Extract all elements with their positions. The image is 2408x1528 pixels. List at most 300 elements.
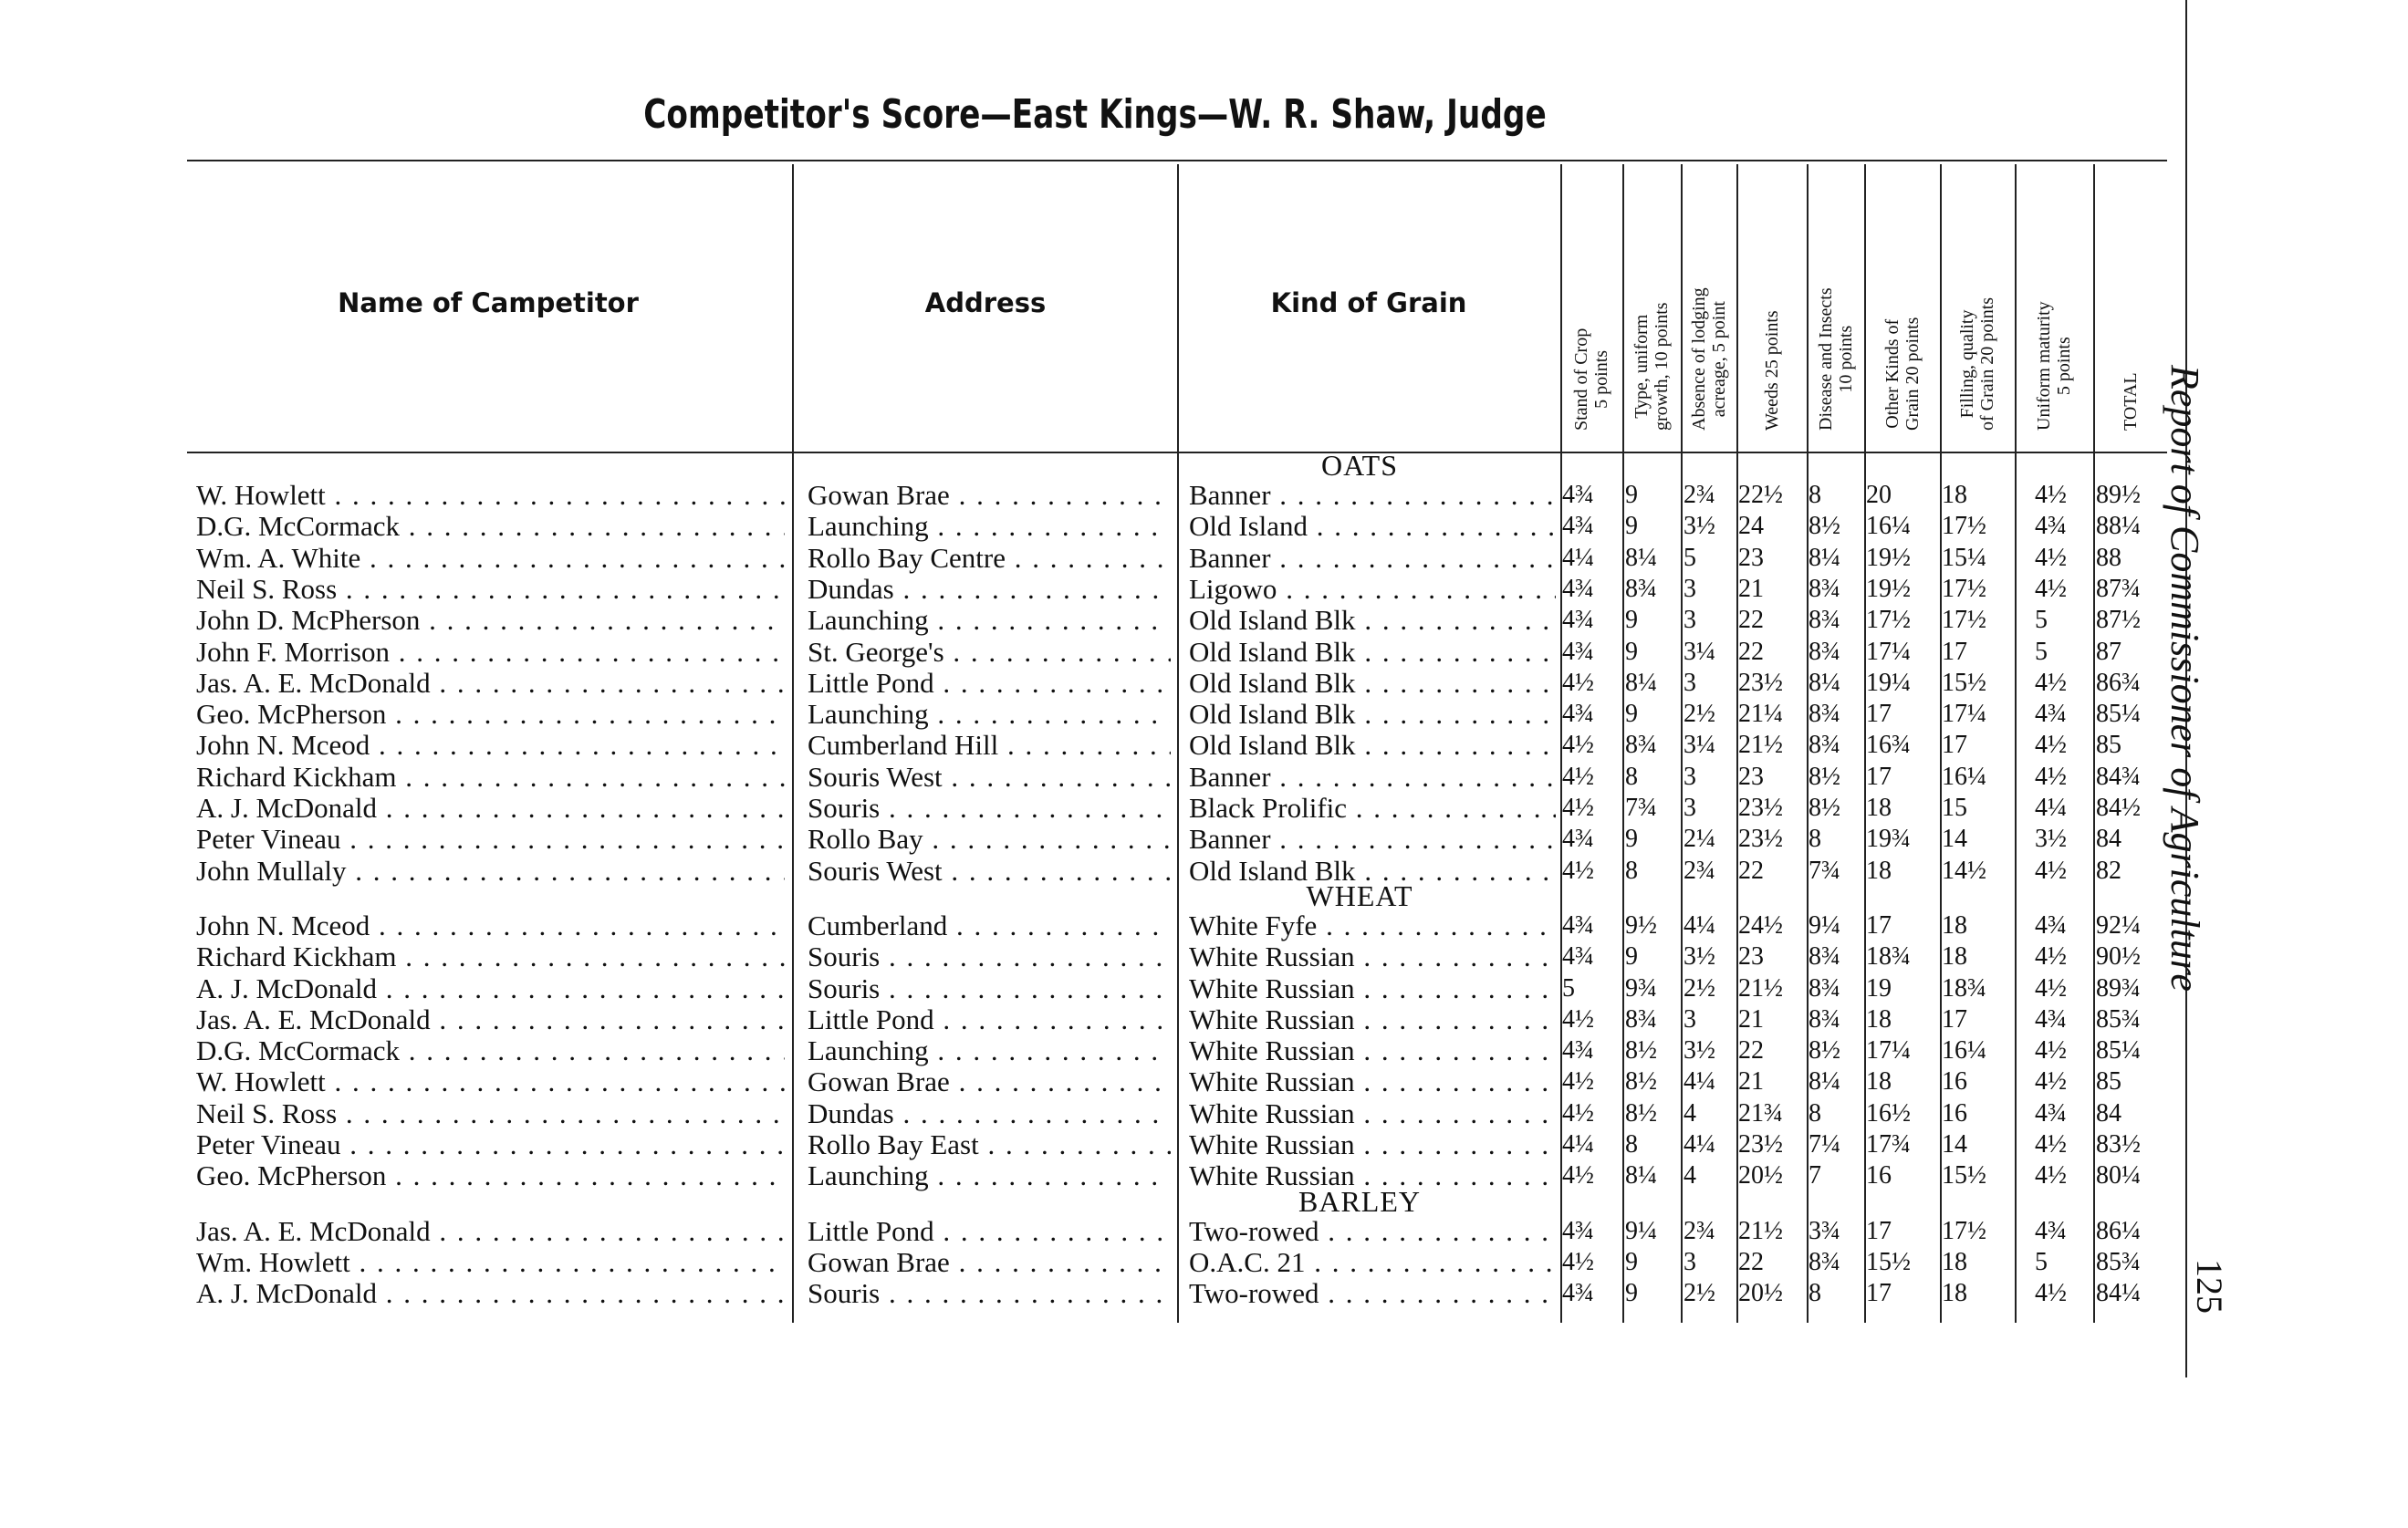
competitor-name: John N. Mceod . . . — [196, 730, 785, 761]
score-cell: 2½ — [1684, 700, 1715, 729]
total-score: 85 — [2096, 731, 2121, 760]
score-cell: 8¾ — [1809, 606, 1840, 635]
grain-kind: Old Island Blk . . . — [1189, 699, 1556, 730]
score-cell: 4¾ — [1562, 1279, 1594, 1308]
competitor-name: W. Howlett . . . — [196, 480, 785, 511]
score-cell: 17½ — [1942, 606, 1986, 635]
score-cell: 2¾ — [1684, 856, 1715, 885]
grain-kind: White Russian . . . — [1189, 973, 1556, 1004]
score-cell: 9¼ — [1625, 1216, 1657, 1245]
table-row — [0, 637, 2190, 668]
competitor-name: Wm. A. White . . . — [196, 543, 785, 574]
score-cell: 8 — [1809, 825, 1821, 854]
score-cell: 4¾ — [2035, 512, 2067, 541]
grain-kind: White Russian . . . — [1189, 941, 1556, 972]
score-cell: 21 — [1738, 1067, 1764, 1097]
score-cell: 4½ — [2035, 668, 2067, 697]
competitor-name: Peter Vineau . . . — [196, 824, 785, 855]
competitor-address: Souris West . . . — [808, 856, 1171, 887]
score-cell: 3 — [1684, 794, 1696, 822]
score-header-2 — [1622, 160, 1681, 438]
competitor-address: St. George's . . . — [808, 637, 1171, 668]
score-cell: 21½ — [1738, 731, 1783, 760]
grain-kind: Old Island . . . — [1189, 511, 1556, 542]
score-cell: 17 — [1942, 637, 1967, 666]
grain-kind: Banner . . . — [1189, 824, 1556, 855]
score-cell: 24 — [1738, 512, 1764, 541]
total-score: 87 — [2096, 637, 2121, 666]
score-cell: 18 — [1942, 942, 1967, 972]
total-score: 88¼ — [2096, 512, 2141, 541]
score-cell: 23 — [1738, 762, 1764, 791]
page-number: 125 — [2189, 1259, 2230, 1314]
score-cell: 21¼ — [1738, 700, 1783, 729]
table-row — [0, 1098, 2190, 1129]
score-cell: 4½ — [1562, 794, 1594, 822]
score-cell: 3 — [1684, 574, 1696, 603]
score-header-line: Absence of lodging — [1688, 287, 1709, 431]
score-cell: 15¼ — [1942, 543, 1986, 572]
score-cell: 5 — [2035, 606, 2048, 635]
score-cell: 4½ — [1562, 1098, 1594, 1128]
score-cell: 4¾ — [1562, 700, 1594, 729]
score-header-4 — [1736, 160, 1807, 438]
score-cell: 15 — [1942, 794, 1967, 822]
score-cell: 20½ — [1738, 1279, 1783, 1308]
grain-kind: White Russian . . . — [1189, 1129, 1556, 1160]
score-cell: 9 — [1625, 1279, 1638, 1308]
total-score: 84½ — [2096, 794, 2141, 822]
score-cell: 8¼ — [1625, 543, 1657, 572]
score-header-line: growth, 10 points — [1652, 302, 1672, 431]
score-cell: 4½ — [1562, 1067, 1594, 1097]
competitor-address: Souris West . . . — [808, 762, 1171, 793]
competitor-name: A. J. McDonald . . . — [196, 793, 785, 824]
score-cell: 8 — [1809, 1098, 1821, 1128]
score-cell: 8¾ — [1625, 731, 1657, 760]
score-cell: 19¼ — [1866, 668, 1911, 697]
competitor-address: Cumberland . . . — [808, 910, 1171, 941]
score-cell: 18 — [1866, 794, 1892, 822]
score-cell: 16½ — [1866, 1098, 1911, 1128]
table-row — [0, 543, 2190, 574]
total-score: 92¼ — [2096, 910, 2141, 940]
table-row — [0, 1129, 2190, 1160]
score-cell: 3 — [1684, 668, 1696, 697]
competitor-name: Peter Vineau . . . — [196, 1129, 785, 1160]
score-cell: 20½ — [1738, 1161, 1783, 1190]
total-score: 89½ — [2096, 481, 2141, 509]
score-cell: 21½ — [1738, 1216, 1783, 1245]
competitor-name: Jas. A. E. McDonald . . . — [196, 1216, 785, 1247]
score-cell: 24½ — [1738, 910, 1783, 940]
score-cell: 21 — [1738, 1004, 1764, 1034]
table-row — [0, 730, 2190, 761]
score-cell: 22 — [1738, 606, 1764, 635]
score-header-line: Weeds 25 points — [1761, 310, 1782, 431]
score-cell: 4½ — [1562, 1247, 1594, 1276]
score-cell: 23 — [1738, 942, 1764, 972]
grain-kind: Old Island Blk . . . — [1189, 605, 1556, 636]
score-header-1 — [1560, 160, 1622, 438]
total-score: 85¼ — [2096, 700, 2141, 729]
score-cell: 7¾ — [1625, 794, 1657, 822]
total-score: 85¼ — [2096, 1036, 2141, 1065]
score-header-line: acreage, 5 point — [1708, 301, 1729, 418]
score-cell: 23½ — [1738, 794, 1783, 822]
score-cell: 4¾ — [1562, 574, 1594, 603]
score-cell: 8¾ — [1809, 1247, 1840, 1276]
competitor-address: Little Pond . . . — [808, 1216, 1171, 1247]
score-cell: 4¼ — [1562, 543, 1594, 572]
table-row — [0, 1247, 2190, 1278]
score-cell: 19 — [1866, 973, 1892, 1003]
score-header-line: of Grain 20 points — [1977, 296, 1997, 431]
table-row — [0, 1035, 2190, 1066]
score-header-line: Other Kinds of — [1882, 318, 1902, 429]
score-cell: 8¾ — [1809, 574, 1840, 603]
score-cell: 22½ — [1738, 481, 1783, 509]
score-cell: 17 — [1866, 700, 1892, 729]
score-cell: 15½ — [1942, 1161, 1986, 1190]
score-cell: 4¾ — [1562, 512, 1594, 541]
grain-kind: Banner . . . — [1189, 543, 1556, 574]
grain-kind: Banner . . . — [1189, 480, 1556, 511]
competitor-address: Gowan Brae . . . — [808, 480, 1171, 511]
score-cell: 2¼ — [1684, 825, 1715, 854]
side-running-title: Report of Commissioner of Agriculture — [2163, 365, 2207, 992]
table-row — [0, 973, 2190, 1004]
table-row — [0, 1278, 2190, 1309]
score-cell: 8½ — [1809, 762, 1840, 791]
score-header-line: TOTAL — [2120, 372, 2141, 431]
score-cell: 17½ — [1942, 574, 1986, 603]
score-cell: 15½ — [1866, 1247, 1911, 1276]
table-row — [0, 856, 2190, 887]
score-cell: 18 — [1866, 856, 1892, 885]
total-score: 82 — [2096, 856, 2121, 885]
score-cell: 3 — [1684, 1004, 1696, 1034]
competitor-name: Wm. Howlett . . . — [196, 1247, 785, 1278]
score-cell: 3¾ — [1809, 1216, 1840, 1245]
grain-kind: Old Island Blk . . . — [1189, 856, 1556, 887]
table-row — [0, 762, 2190, 793]
score-cell: 8¾ — [1809, 700, 1840, 729]
competitor-address: Rollo Bay . . . — [808, 824, 1171, 855]
score-cell: 5 — [1684, 543, 1696, 572]
competitor-address: Gowan Brae . . . — [808, 1247, 1171, 1278]
score-cell: 8½ — [1625, 1098, 1657, 1128]
score-cell: 4½ — [2035, 973, 2067, 1003]
table-row — [0, 605, 2190, 636]
competitor-name: John D. McPherson . . . — [196, 605, 785, 636]
score-cell: 4½ — [2035, 1161, 2067, 1190]
score-cell: 8¾ — [1809, 1004, 1840, 1034]
score-header-line: Stand of Crop — [1571, 327, 1591, 431]
competitor-name: A. J. McDonald . . . — [196, 973, 785, 1004]
table-row — [0, 793, 2190, 824]
section-label: OATS — [1320, 449, 1398, 482]
total-score: 84¼ — [2096, 1279, 2141, 1308]
header-grain: Kind of Grain — [1270, 287, 1467, 318]
score-cell: 4½ — [2035, 543, 2067, 572]
score-cell: 15½ — [1942, 668, 1986, 697]
score-cell: 18 — [1942, 481, 1967, 509]
total-score: 83½ — [2096, 1130, 2141, 1159]
score-cell: 4½ — [2035, 1130, 2067, 1159]
score-cell: 17½ — [1866, 606, 1911, 635]
score-cell: 4¾ — [1562, 606, 1594, 635]
table-row — [0, 1066, 2190, 1097]
score-header-line: Type, uniform — [1631, 314, 1652, 419]
score-cell: 4¾ — [2035, 1004, 2067, 1034]
score-cell: 9 — [1625, 700, 1638, 729]
total-score: 87¾ — [2096, 574, 2141, 603]
competitor-address: Launching . . . — [808, 699, 1171, 730]
score-cell: 16¼ — [1866, 512, 1911, 541]
score-cell: 16 — [1942, 1067, 1967, 1097]
score-cell: 16 — [1866, 1161, 1892, 1190]
score-cell: 17¼ — [1866, 1036, 1911, 1065]
score-cell: 4¼ — [1562, 1130, 1594, 1159]
table-row — [0, 910, 2190, 941]
score-cell: 8¾ — [1625, 574, 1657, 603]
score-cell: 17 — [1942, 1004, 1967, 1034]
competitor-name: John Mullaly . . . — [196, 856, 785, 887]
score-cell: 22 — [1738, 637, 1764, 666]
score-header-6 — [1864, 160, 1940, 438]
competitor-name: D.G. McCormack . . . — [196, 1035, 785, 1066]
score-header-line: Filling, quality — [1957, 309, 1977, 419]
score-cell: 3½ — [1684, 512, 1715, 541]
score-cell: 8¼ — [1809, 543, 1840, 572]
grain-kind: Old Island Blk . . . — [1189, 637, 1556, 668]
score-header-line: 5 points — [2054, 337, 2074, 396]
score-cell: 8¾ — [1625, 1004, 1657, 1034]
score-cell: 4½ — [2035, 574, 2067, 603]
competitor-name: Richard Kickham . . . — [196, 941, 785, 972]
score-cell: 9 — [1625, 825, 1638, 854]
total-score: 84 — [2096, 825, 2121, 854]
score-cell: 7¾ — [1809, 856, 1840, 885]
score-cell: 4¾ — [2035, 1216, 2067, 1245]
competitor-name: Geo. McPherson . . . — [196, 699, 785, 730]
score-cell: 4¼ — [2035, 794, 2067, 822]
grain-kind: Black Prolific . . . — [1189, 793, 1556, 824]
table-row — [0, 480, 2190, 511]
score-cell: 17¾ — [1866, 1130, 1911, 1159]
score-cell: 4¾ — [2035, 1098, 2067, 1128]
score-header-5 — [1807, 160, 1864, 438]
score-cell: 8½ — [1809, 512, 1840, 541]
competitor-name: Neil S. Ross . . . — [196, 574, 785, 605]
score-cell: 4¾ — [1562, 481, 1594, 509]
score-cell: 4½ — [2035, 1067, 2067, 1097]
score-cell: 8¾ — [1809, 942, 1840, 972]
score-cell: 23½ — [1738, 825, 1783, 854]
score-cell: 4½ — [1562, 1004, 1594, 1034]
score-cell: 18 — [1866, 1067, 1892, 1097]
score-cell: 8 — [1625, 1130, 1638, 1159]
score-cell: 19¾ — [1866, 825, 1911, 854]
total-score: 86¾ — [2096, 668, 2141, 697]
total-score: 87½ — [2096, 606, 2141, 635]
score-cell: 9 — [1625, 481, 1638, 509]
table-row — [0, 574, 2190, 605]
total-score: 85¾ — [2096, 1247, 2141, 1276]
score-cell: 3½ — [1684, 1036, 1715, 1065]
total-score: 89¾ — [2096, 973, 2141, 1003]
score-cell: 4¼ — [1684, 910, 1715, 940]
score-cell: 17 — [1942, 731, 1967, 760]
score-cell: 4¾ — [2035, 700, 2067, 729]
score-cell: 23 — [1738, 543, 1764, 572]
table-row — [0, 824, 2190, 855]
competitor-name: Jas. A. E. McDonald . . . — [196, 1004, 785, 1035]
score-header-8 — [2015, 160, 2093, 438]
score-cell: 4¾ — [1562, 1036, 1594, 1065]
score-cell: 21¾ — [1738, 1098, 1783, 1128]
score-cell: 4½ — [1562, 762, 1594, 791]
grain-kind: White Fyfe . . . — [1189, 910, 1556, 941]
score-cell: 2¾ — [1684, 1216, 1715, 1245]
table-row — [0, 1160, 2190, 1191]
grain-kind: Two-rowed . . . — [1189, 1278, 1556, 1309]
score-cell: 8 — [1809, 1279, 1821, 1308]
score-cell: 17 — [1866, 1216, 1892, 1245]
score-cell: 8½ — [1809, 794, 1840, 822]
competitor-address: Little Pond . . . — [808, 1004, 1171, 1035]
score-cell: 18 — [1866, 1004, 1892, 1034]
score-cell: 17 — [1866, 1279, 1892, 1308]
total-score: 80¼ — [2096, 1161, 2141, 1190]
score-cell: 22 — [1738, 856, 1764, 885]
table-row — [0, 941, 2190, 972]
score-cell: 18 — [1942, 910, 1967, 940]
score-cell: 16¾ — [1866, 731, 1911, 760]
total-score: 85 — [2096, 1067, 2121, 1097]
grain-kind: White Russian . . . — [1189, 1004, 1556, 1035]
score-cell: 4½ — [2035, 731, 2067, 760]
grain-kind: Ligowo . . . — [1189, 574, 1556, 605]
score-cell: 9 — [1625, 1247, 1638, 1276]
score-cell: 14 — [1942, 1130, 1967, 1159]
score-cell: 9 — [1625, 512, 1638, 541]
score-cell: 8¾ — [1809, 731, 1840, 760]
score-cell: 3¼ — [1684, 637, 1715, 666]
grain-kind: White Russian . . . — [1189, 1066, 1556, 1097]
score-cell: 18 — [1942, 1247, 1967, 1276]
competitor-name: John N. Mceod . . . — [196, 910, 785, 941]
score-cell: 18¾ — [1942, 973, 1986, 1003]
competitor-address: Dundas . . . — [808, 574, 1171, 605]
score-cell: 8½ — [1625, 1036, 1657, 1065]
competitor-address: Rollo Bay East . . . — [808, 1129, 1171, 1160]
score-cell: 20 — [1866, 481, 1892, 509]
total-score: 90½ — [2096, 942, 2141, 972]
score-cell: 17½ — [1942, 512, 1986, 541]
score-cell: 21½ — [1738, 973, 1783, 1003]
grain-kind: O.A.C. 21 . . . — [1189, 1247, 1556, 1278]
competitor-name: A. J. McDonald . . . — [196, 1278, 785, 1309]
competitor-name: Neil S. Ross . . . — [196, 1098, 785, 1129]
header-address: Address — [924, 287, 1047, 318]
table-row — [0, 1004, 2190, 1035]
score-cell: 3 — [1684, 606, 1696, 635]
header-name: Name of Campetitor — [338, 287, 639, 318]
score-cell: 8 — [1625, 762, 1638, 791]
score-cell: 22 — [1738, 1036, 1764, 1065]
competitor-address: Rollo Bay Centre . . . — [808, 543, 1171, 574]
score-cell: 4¾ — [1562, 910, 1594, 940]
score-cell: 4 — [1684, 1098, 1696, 1128]
score-cell: 2½ — [1684, 1279, 1715, 1308]
score-cell: 8¼ — [1625, 668, 1657, 697]
table-row — [0, 668, 2190, 699]
competitor-address: Little Pond . . . — [808, 668, 1171, 699]
score-header-9 — [2093, 160, 2167, 438]
score-cell: 4½ — [2035, 942, 2067, 972]
competitor-address: Dundas . . . — [808, 1098, 1171, 1129]
score-cell: 7¼ — [1809, 1130, 1840, 1159]
score-header-line: Uniform maturity — [2034, 301, 2054, 431]
score-cell: 4¼ — [1684, 1067, 1715, 1097]
score-cell: 23½ — [1738, 1130, 1783, 1159]
competitor-name: W. Howlett . . . — [196, 1066, 785, 1097]
competitor-name: Jas. A. E. McDonald . . . — [196, 668, 785, 699]
score-cell: 4½ — [1562, 668, 1594, 697]
grain-kind: White Russian . . . — [1189, 1035, 1556, 1066]
score-cell: 4½ — [1562, 731, 1594, 760]
competitor-name: Richard Kickham . . . — [196, 762, 785, 793]
competitor-address: Souris . . . — [808, 941, 1171, 972]
page-title: Competitor's Score—East Kings—W. R. Shaw, Judge — [643, 91, 1547, 138]
total-score: 84¾ — [2096, 762, 2141, 791]
score-header-line: 5 points — [1591, 349, 1611, 409]
score-cell: 8¾ — [1809, 637, 1840, 666]
grain-kind: Old Island Blk . . . — [1189, 730, 1556, 761]
score-cell: 3¼ — [1684, 731, 1715, 760]
score-cell: 3½ — [1684, 942, 1715, 972]
score-cell: 16¼ — [1942, 762, 1986, 791]
table-row — [0, 699, 2190, 730]
competitor-name: John F. Morrison . . . — [196, 637, 785, 668]
score-cell: 2½ — [1684, 973, 1715, 1003]
table-row — [0, 1216, 2190, 1247]
competitor-address: Launching . . . — [808, 1160, 1171, 1191]
score-cell: 9¾ — [1625, 973, 1657, 1003]
score-cell: 8¾ — [1809, 973, 1840, 1003]
score-cell: 17 — [1866, 762, 1892, 791]
score-cell: 18 — [1942, 1279, 1967, 1308]
score-cell: 4½ — [1562, 856, 1594, 885]
score-cell: 4¼ — [1684, 1130, 1715, 1159]
score-cell: 9¼ — [1809, 910, 1840, 940]
score-cell: 16¼ — [1942, 1036, 1986, 1065]
score-cell: 4½ — [2035, 481, 2067, 509]
score-cell: 9 — [1625, 606, 1638, 635]
score-cell: 4½ — [2035, 762, 2067, 791]
score-cell: 14 — [1942, 825, 1967, 854]
score-cell: 4¾ — [1562, 825, 1594, 854]
score-cell: 9 — [1625, 942, 1638, 972]
score-cell: 14½ — [1942, 856, 1986, 885]
competitor-address: Launching . . . — [808, 605, 1171, 636]
score-cell: 8¼ — [1809, 1067, 1840, 1097]
score-cell: 3½ — [2035, 825, 2067, 854]
score-cell: 4¾ — [1562, 942, 1594, 972]
score-cell: 9 — [1625, 637, 1638, 666]
